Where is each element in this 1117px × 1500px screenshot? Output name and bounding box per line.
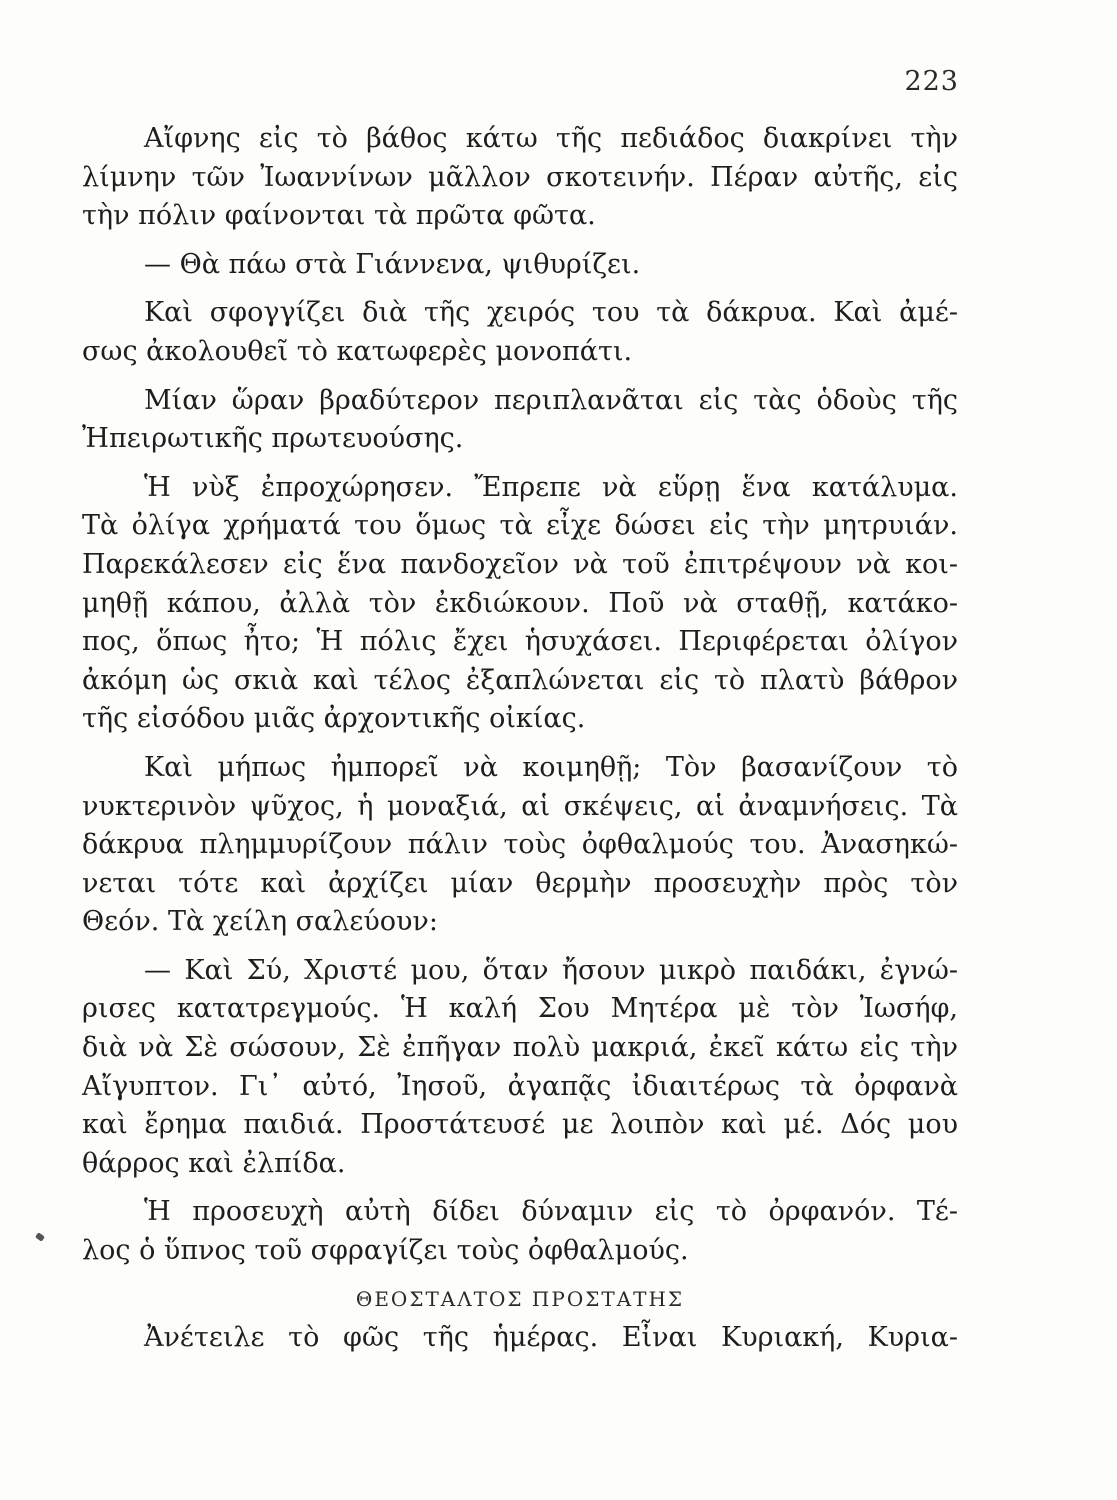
page-number: 223 [904,66,959,97]
text-line: Τὰ ὀλίγα χρήματά του ὅμως τὰ εἶχε δώσει εἰς τὴν μητρυιάν. [82,510,958,542]
text-line: — Καὶ Σύ, Χριστέ μου, ὅταν ἤσουν μικρὸ παιδάκι, ἐγνώ- [144,954,958,986]
text-line: Θεόν. Τὰ χείλη σαλεύουν: [82,906,438,938]
text-line: ἀκόμη ὡς σκιὰ καὶ τέλος ἐξαπλώνεται εἰς τὸ πλατὺ βάθρον [82,664,958,696]
text-line: λίμνην τῶν Ἰωαννίνων μᾶλλον σκοτεινήν. Πέραν αὐτῆς, εἰς [82,161,958,193]
text-line: ρισες κατατρεγμούς. Ἡ καλή Σου Μητέρα μὲ τὸν Ἰωσήφ, [82,993,958,1025]
paragraph-gap [82,1183,958,1193]
text-line: Καὶ σφογγίζει διὰ τῆς χειρός του τὰ δάκρυα. Καὶ ἀμέ- [144,297,958,329]
paragraph-gap [82,284,958,294]
text-line: Αἴγυπτον. Γι᾿ αὐτό, Ἰησοῦ, ἀγαπᾷς ἰδιαιτέρως τὰ ὀρφανὰ [82,1070,958,1102]
text-line: Ἀνέτειλε τὸ φῶς τῆς ἡμέρας. Εἶναι Κυριακή, Κυρια- [144,1321,958,1353]
after-heading-lines [82,1319,958,1358]
text-line: σως ἀκολουθεῖ τὸ κατωφερὲς μονοπάτι. [82,335,633,367]
text-line: Ἡ νὺξ ἐπροχώρησεν. Ἔπρεπε νὰ εὕρῃ ἕνα κατάλυμα. [144,471,958,503]
text-line: μηθῇ κάπου, ἀλλὰ τὸν ἐκδιώκουν. Ποῦ νὰ σταθῇ, κατάκο- [82,587,958,619]
text-line: τῆς εἰσόδου μιᾶς ἀρχοντικῆς οἰκίας. [82,703,586,735]
text-line: νεται τότε καὶ ἀρχίζει μίαν θερμὴν προσευχὴν πρὸς τὸν [82,867,958,899]
text-line: — Θὰ πάω στὰ Γιάννενα, ψιθυρίζει. [144,248,641,280]
text-line: καὶ ἔρημα παιδιά. Προστάτευσέ με λοιπὸν καὶ μέ. Δός μου [82,1109,958,1141]
text-line: Παρεκάλεσεν εἰς ἕνα πανδοχεῖον νὰ τοῦ ἐπιτρέψουν νὰ κοι- [82,548,958,580]
paragraph-gap [82,942,958,952]
text-line: πος, ὅπως ἦτο; Ἡ πόλις ἔχει ἡσυχάσει. Περιφέρεται ὀλίγον [82,626,958,658]
paragraph-gap [82,459,958,469]
text-line: Καὶ μήπως ἠμπορεῖ νὰ κοιμηθῇ; Τὸν βασανίζουν τὸ [144,751,958,783]
text-line: θάρρος καὶ ἐλπίδα. [82,1147,346,1179]
stray-ink-mark [35,1232,45,1242]
paragraph-gap [82,739,958,749]
paragraph-gap [82,372,958,382]
paragraph-lines [82,120,958,1271]
text-line: Ἠπειρωτικῆς πρωτευούσης. [82,423,464,455]
text-line: Αἴφνης εἰς τὸ βάθος κάτω τῆς πεδιάδος διακρίνει τὴν [144,123,958,154]
text-line: δάκρυα πλημμυρίζουν πάλιν τοὺς ὀφθαλμούς του. Ἀνασηκώ- [82,829,958,861]
text-line: διὰ νὰ Σὲ σώσουν, Σὲ ἐπῆγαν πολὺ μακριά, ἐκεῖ κάτω εἰς τὴν [82,1032,958,1064]
text-line: λος ὁ ὕπνος τοῦ σφραγίζει τοὺς ὀφθαλμούς. [82,1235,689,1267]
body-text [82,120,958,1357]
text-line: Μίαν ὥραν βραδύτερον περιπλανᾶται εἰς τὰς ὁδοὺς τῆς [144,384,958,416]
section-heading: ΘΕΟΣΤΑΛΤΟΣ ΠΡΟΣΤΑΤΗΣ [355,1286,685,1311]
paragraph-gap [82,236,958,246]
text-line: τὴν πόλιν φαίνονται τὰ πρῶτα φῶτα. [82,200,596,232]
text-line: νυκτερινὸν ψῦχος, ἡ μοναξιά, αἱ σκέψεις, αἱ ἀναμνήσεις. Τὰ [82,790,958,822]
text-line: Ἡ προσευχὴ αὐτὴ δίδει δύναμιν εἰς τὸ ὀρφανόν. Τέ- [144,1196,958,1228]
